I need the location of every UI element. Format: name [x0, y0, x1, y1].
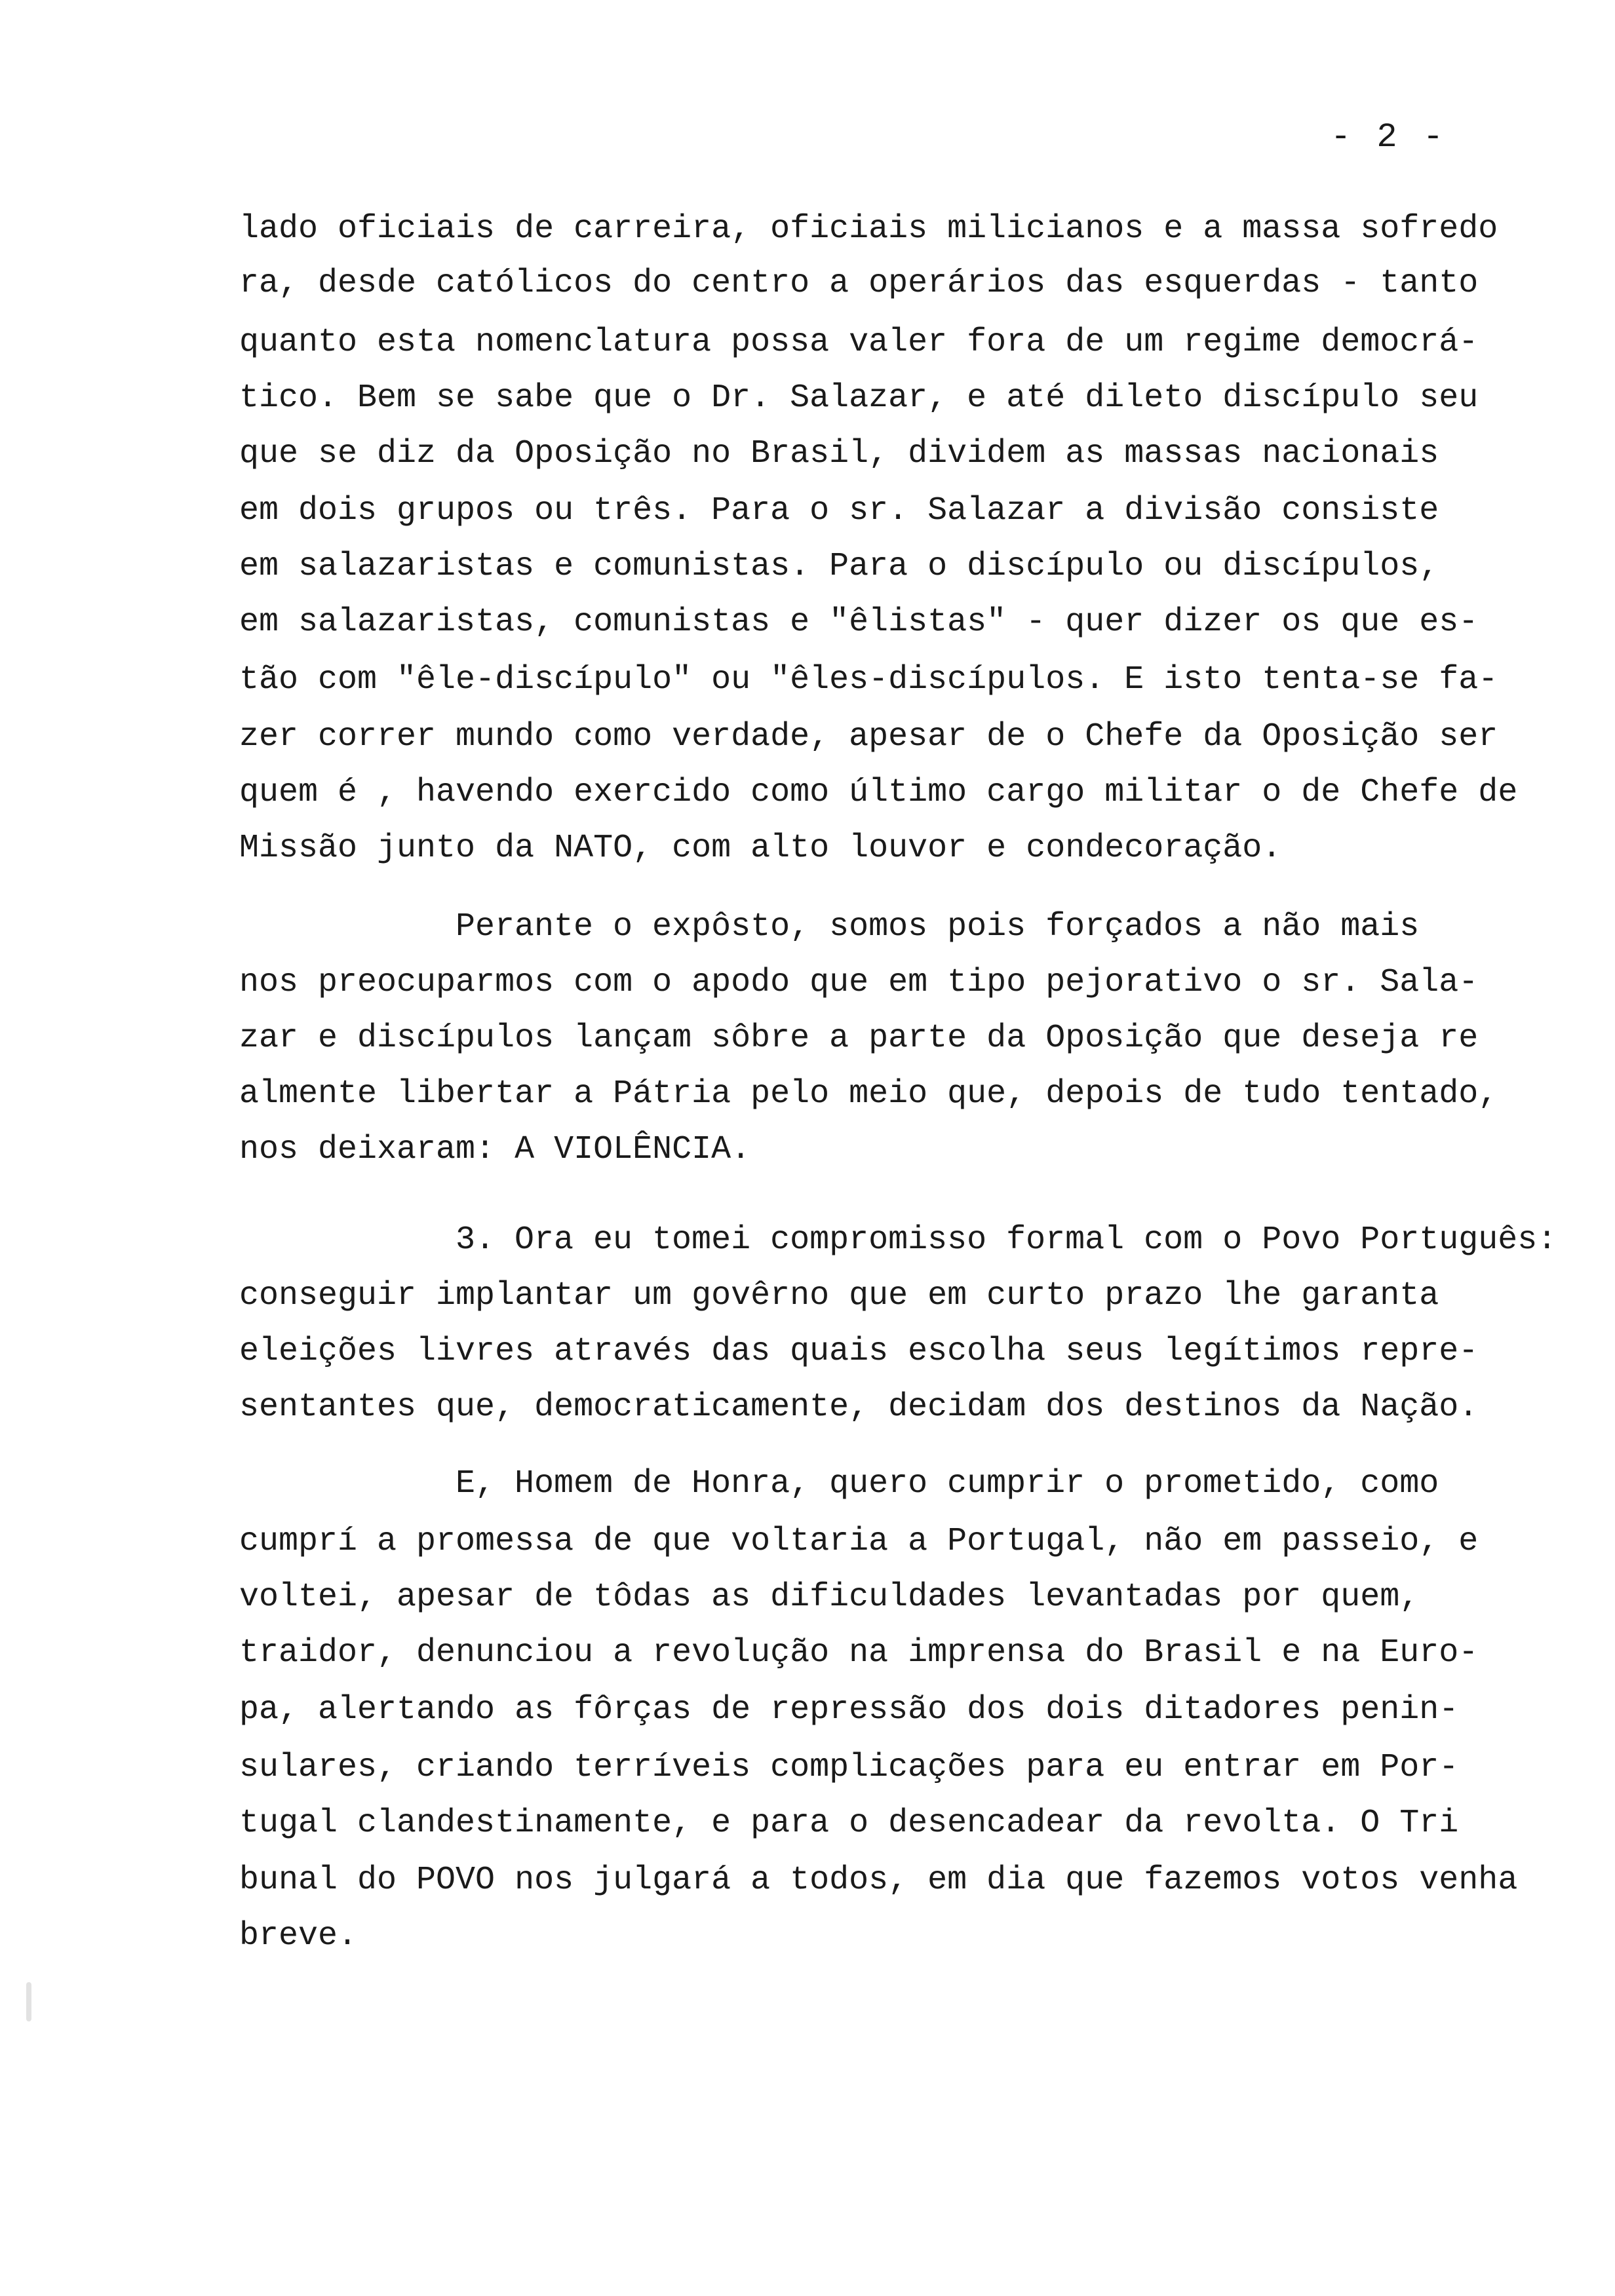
text-line: que se diz da Oposição no Brasil, dividem as massas nacionais	[239, 435, 1439, 472]
text-line: 3. Ora eu tomei compromisso formal com o Povo Português:	[456, 1221, 1557, 1259]
text-line: quem é , havendo exercido como último cargo militar o de Chefe de	[239, 774, 1518, 811]
text-line: Perante o expôsto, somos pois forçados a não mais	[456, 908, 1420, 946]
text-line: tico. Bem se sabe que o Dr. Salazar, e até dileto discípulo seu	[239, 379, 1479, 417]
text-line: em salazaristas, comunistas e "êlistas" - quer dizer os que es-	[239, 603, 1479, 641]
text-line: almente libertar a Pátria pelo meio que, depois de tudo tentado,	[239, 1075, 1498, 1113]
text-line: eleições livres através das quais escolha seus legítimos repre-	[239, 1333, 1479, 1370]
text-line: bunal do POVO nos julgará a todos, em dia que fazemos votos venha	[239, 1862, 1518, 1899]
text-line: nos deixaram: A VIOLÊNCIA.	[239, 1131, 751, 1168]
text-line: cumprí a promessa de que voltaria a Portugal, não em passeio, e	[239, 1523, 1479, 1560]
text-line: Missão junto da NATO, com alto louvor e condecoração.	[239, 830, 1282, 867]
text-line: em dois grupos ou três. Para o sr. Salazar a divisão consiste	[239, 492, 1439, 529]
text-line: tão com "êle-discípulo" ou "êles-discípulos. E isto tenta-se fa-	[239, 661, 1498, 698]
text-line: ra, desde católicos do centro a operários das esquerdas - tanto	[239, 265, 1479, 302]
text-line: zer correr mundo como verdade, apesar de o Chefe da Oposição ser	[239, 718, 1498, 756]
text-line: nos preocuparmos com o apodo que em tipo pejorativo o sr. Sala-	[239, 964, 1479, 1001]
text-line: lado oficiais de carreira, oficiais milicianos e a massa sofredo	[239, 210, 1498, 248]
text-line: quanto esta nomenclatura possa valer fora de um regime democrá-	[239, 324, 1479, 361]
text-line: sulares, criando terríveis complicações para eu entrar em Por-	[239, 1749, 1459, 1786]
text-line: traidor, denunciou a revolução na imprensa do Brasil e na Euro-	[239, 1634, 1479, 1672]
scan-mark	[26, 1982, 31, 2021]
page-number: - 2 -	[1331, 118, 1447, 157]
text-line: pa, alertando as fôrças de repressão dos dois ditadores penin-	[239, 1691, 1459, 1729]
text-line: zar e discípulos lançam sôbre a parte da Oposição que deseja re	[239, 1020, 1479, 1057]
text-line: E, Homem de Honra, quero cumprir o prometido, como	[456, 1465, 1439, 1502]
text-line: em salazaristas e comunistas. Para o discípulo ou discípulos,	[239, 548, 1439, 585]
text-line: breve.	[239, 1917, 358, 1955]
text-line: conseguir implantar um govêrno que em curto prazo lhe garanta	[239, 1277, 1439, 1314]
text-line: sentantes que, democraticamente, decidam dos destinos da Nação.	[239, 1388, 1479, 1426]
text-line: voltei, apesar de tôdas as dificuldades levantadas por quem,	[239, 1578, 1420, 1616]
text-line: tugal clandestinamente, e para o desencadear da revolta. O Tri	[239, 1805, 1459, 1842]
